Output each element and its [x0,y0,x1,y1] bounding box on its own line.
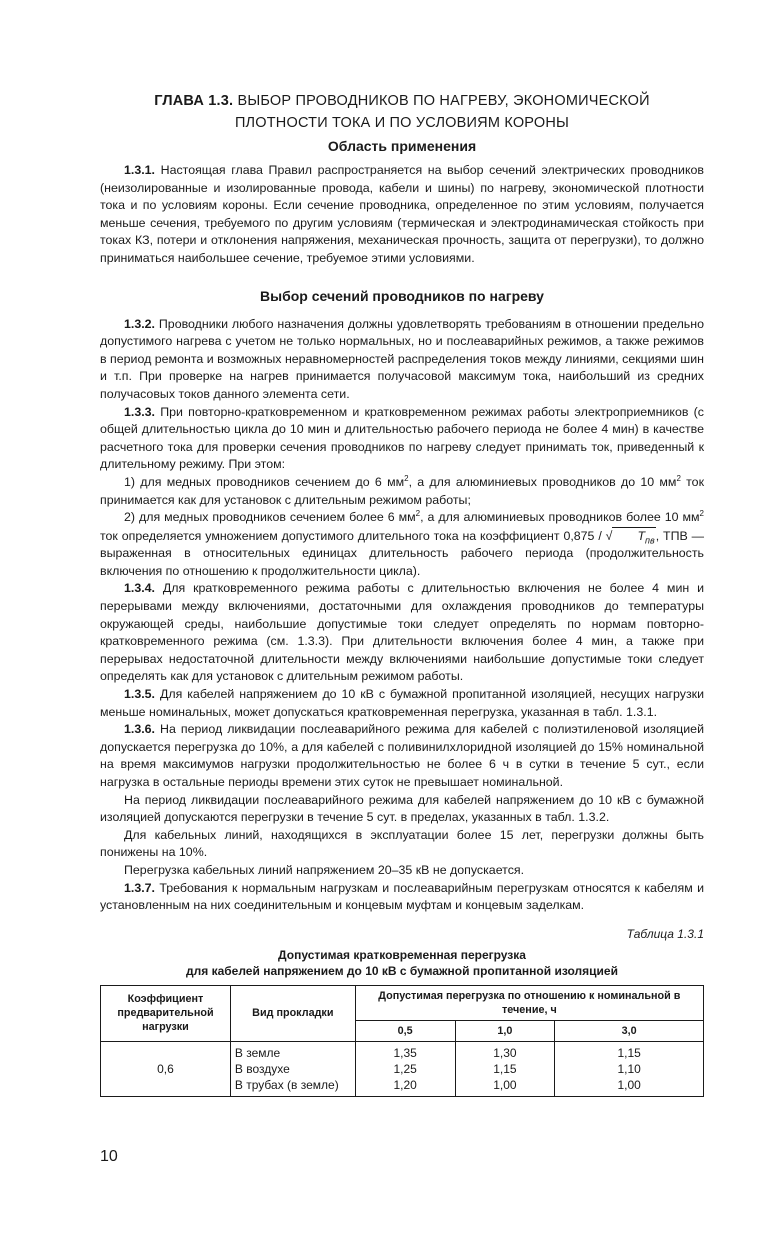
table-row [101,1041,704,1096]
cell-types: В земле В воздухе В трубах (в земле) [230,1041,355,1096]
clause-text: Для кабелей напряжением до 10 кВ с бумажной пропитанной изоляцией, несущих нагрузки меньше номинальных, может допускаться кратковременная перегрузка, указанная в табл. 1.3.1. [100,687,704,719]
clause-number: 1.3.6. [124,722,156,737]
paragraph-1-3-3 [100,404,704,474]
clause-number: 1.3.1. [124,163,156,177]
page-number: 10 [100,1148,118,1165]
paragraph-paper-insulation: На период ликвидации послеаварийного режима для кабелей напряжением до 10 кВ с бумажной изоляцией допускаются перегрузки в течение 5 сут. в пределах, указанных в табл. 1.3.2. [100,792,704,825]
header-overload-group: Допустимая перегрузка по отношению к номинальной в течение, ч [355,985,703,1020]
page-content [100,90,704,1097]
clause-text: Настоящая глава Правил распространяется на выбор сечений электрических проводников (неизолированные и изолированные провода, кабели и шины) по нагреву, экономической плотности тока и по условиям короны. Если сечение проводника, определенное по этим условиям, получается меньше сечения, требуемого по другим условиям (термическая и электродинамическая стойкость при токах КЗ, потери и отклонения напряжения, механическая прочность, защита от перегрузки), то должно приниматься наибольшее сечение, требуемое этими условиями. [100,163,704,265]
paragraph-1-3-1 [100,162,704,268]
chapter-title [100,90,704,134]
root-formula: $T_{пв}$ [612,527,655,546]
clause-number: 1.3.4. [124,581,156,596]
paragraph-1-3-6 [100,721,704,791]
paragraph-20-35kv: Перегрузка кабельных линий напряжением 20–35 кВ не допускается. [124,862,525,877]
paragraph-1-3-2 [100,316,704,404]
list-item-1: 1) для медных проводников сечением до 6 $мм^2$, а для алюминиевых проводников до 10 $мм^2$ ток принимается как для установок с длительным режимом работы; [100,473,704,507]
cell-coefficient: 0,6 [101,1041,231,1096]
section-heading-heating: Выбор сечений проводников по нагреву [260,287,544,304]
paragraph-1-3-7 [100,880,704,915]
clause-number: 1.3.7. [124,880,156,895]
clause-number: 1.3.3. [124,404,156,419]
overload-table [100,985,704,1097]
chapter-title-line1: ВЫБОР ПРОВОДНИКОВ ПО НАГРЕВУ, ЭКОНОМИЧЕСКОЙ [237,93,650,109]
list-item-2: 2) для медных проводников сечением более 6 $мм^2$, а для алюминиевых проводников более 10 $мм^2$ ток определяется умножением допустимого длительного тока на коэффициент 0,875 / √ $T_{пв}$, ТПВ — выраженная в относительных единицах длительность рабочего периода (продолжительность включения по отношению к продолжительности цикла). [100,508,704,578]
clause-text: На период ликвидации послеаварийного режима для кабелей с полиэтиленовой изоляцией допускается перегрузка до 10%, а для кабелей с поливинилхлоридной изоляцией до 15% номинальной на время максимумов нагрузки продолжительностью не более 6 ч в сутки в течение 5 сут., если нагрузка в остальные периоды времени этих суток не превышает номинальной. [100,722,704,789]
table-label: Таблица 1.3.1 [626,926,704,941]
header-duration: 0,5 [355,1020,455,1041]
paragraph-1-3-4 [100,580,704,686]
chapter-label: ГЛАВА 1.3. [154,93,234,109]
clause-text: Требования к нормальным нагрузкам и послеаварийным перегрузкам относятся к кабелям и установленным на них соединительным и концевым муфтам и концевым заделкам. [100,880,704,913]
chapter-title-line2: ПЛОТНОСТИ ТОКА И ПО УСЛОВИЯМ КОРОНЫ [234,115,570,131]
header-duration: 3,0 [555,1020,704,1041]
clause-number: 1.3.2. [124,316,156,331]
cell-values-0-5: 1,35 1,25 1,20 [355,1041,455,1096]
header-coefficient: Коэффициент предварительной нагрузки [101,985,231,1041]
cell-values-1-0: 1,30 1,15 1,00 [455,1041,555,1096]
clause-text: Для кратковременного режима работы с длительностью включения не более 4 мин и перерывами между включениями, достаточными для охлаждения проводников до температуры окружающей среды, наибольшие допустимые токи следует определять по нормам повторно-кратковременного режима (см. 1.3.3). При длительности включения более 4 мин, а также при перерывах недостаточной длительности между включениями наибольшие допустимые токи следует определять как для установок с длительным режимом работы. [100,581,705,684]
cell-values-3-0: 1,15 1,10 1,00 [555,1041,704,1096]
paragraph-1-3-5 [100,686,704,721]
table-title: Допустимая кратковременная перегрузка для кабелей напряжением до 10 кВ с бумажной пропитанной изоляцией [186,947,618,978]
clause-text: Проводники любого назначения должны удовлетворять требованиям в отношении предельно допустимого нагрева с учетом не только нормальных, но и послеаварийных режимов, а также режимов в период ремонта и возможных неравномерностей распределения токов между линиями, секциями шин и т.п. При проверке на нагрев принимается получасовой максимум тока, наибольший из средних получасовых токов данного элемента сети. [100,316,704,401]
section-heading-scope: Область применения [327,138,477,154]
header-installation-type: Вид прокладки [230,985,355,1041]
clause-text: При повторно-кратковременном и кратковременном режимах работы электроприемников (с общей длительностью цикла до 10 мин и длительностью рабочего периода не более 4 мин) в качестве расчетного тока для проверки сечения проводников по нагреву следует принимать ток, приведенный к длительному режиму. При этом: [100,404,704,472]
paragraph-old-lines: Для кабельных линий, находящихся в эксплуатации более 15 лет, перегрузки должны быть понижены на 10%. [100,827,704,860]
header-duration: 1,0 [455,1020,555,1041]
clause-number: 1.3.5. [124,687,156,702]
